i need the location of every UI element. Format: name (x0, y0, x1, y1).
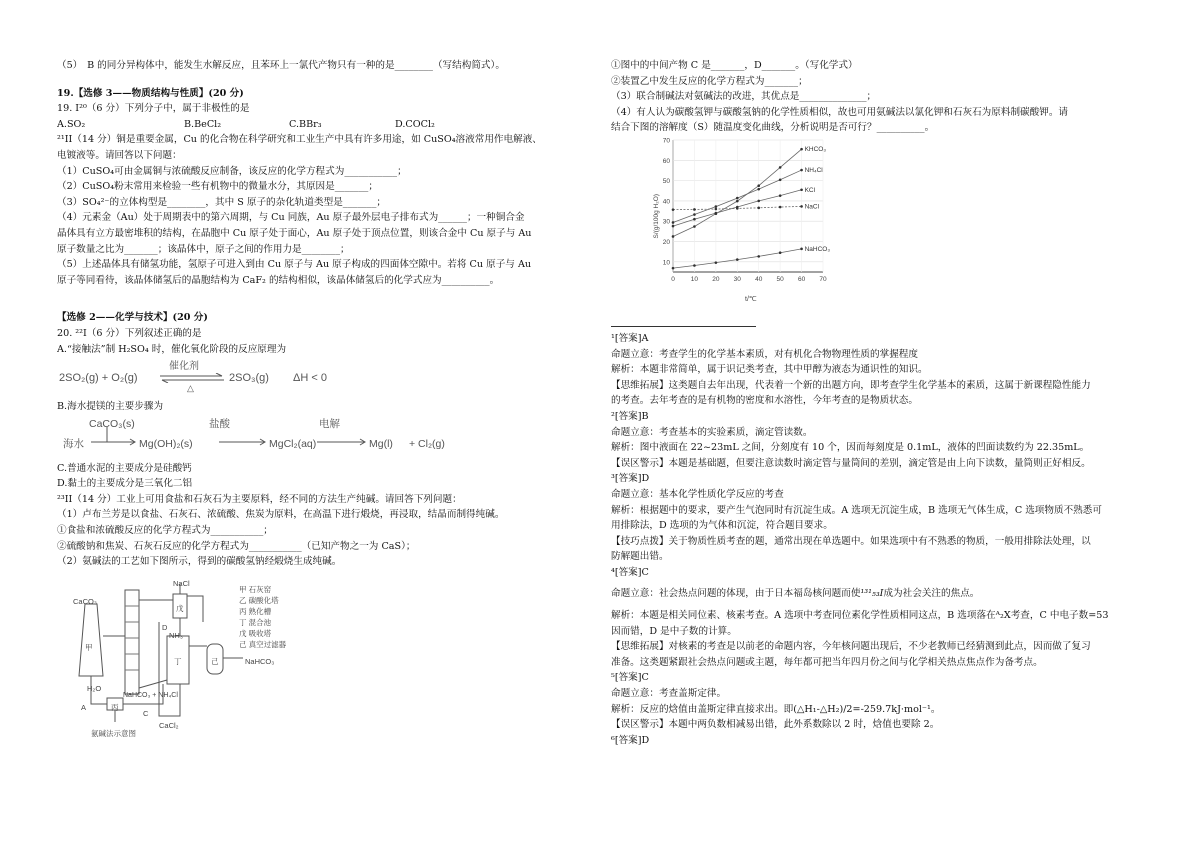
chart-data-point (800, 205, 803, 208)
question-19-options (57, 117, 589, 133)
equation-reactants: 2SO₂(g) + O₂(g) (59, 372, 138, 385)
question-20-2: ²³II（14 分）工业上可用食盐和石灰石为主要原料，经不同的方法生产纯碱。请回答下列问题： (57, 493, 462, 505)
footnote-5-intent: 命题立意：考查盖斯定律。 (611, 688, 727, 700)
chart-data-point (800, 248, 803, 251)
chart-ytick-label: 60 (662, 157, 670, 165)
chart-data-point (779, 206, 782, 209)
flow-reagent-hcl: 盐酸 (209, 417, 230, 430)
label-nacl: NaCl (173, 578, 190, 588)
chart-data-point (736, 258, 739, 261)
footnote-4-intent-text-end: 成为社会关注的焦点。 (883, 588, 980, 600)
chart-data-point (800, 169, 803, 172)
chart-data-point (800, 148, 803, 151)
footnote-6-answer: ⁶[答案]D (611, 734, 650, 746)
question-18-5: （5） B 的同分异构体中，能发生水解反应，且苯环上一氯代产物只有一种的是________（写结构简式）。 (57, 60, 505, 71)
label-mixture: NaHCO₃ + NH₄Cl (123, 691, 178, 699)
question-19-2-4-cont2: 原子数量之比为_______；该晶体中，原子之间的作用力是________； (57, 243, 350, 255)
question-20-2-4-cont: 结合下图的溶解度（S）随温度变化曲线，分析说明是否可行？__________。 (611, 122, 935, 134)
chart-data-point (779, 251, 782, 254)
chart-data-point (693, 264, 696, 267)
footnote-1-extension: 【思维拓展】这类题自去年出现，代表着一个新的出题方向，即考查学生化学基本的素质，这属于新课程隐性能力 (611, 379, 1091, 391)
right-column (611, 58, 1143, 748)
footnote-3-analysis-cont: 用排除法，D 选项的为气体和沉淀，符合题目要求。 (611, 520, 833, 532)
ammonia-soda-diagram (63, 576, 373, 736)
chart-data-point (779, 166, 782, 169)
footnote-5-analysis: 解析：反应的焓值由盖斯定律直接求出。即(△H₁-△H₂)/2=-259.7kJ·mol⁻¹。 (611, 703, 941, 715)
footnote-3-answer: ³[答案]D (611, 473, 650, 485)
chart-data-point (693, 213, 696, 216)
label-filter: 己 (211, 656, 219, 666)
chart-data-point (672, 267, 675, 270)
question-20-option-c: C.普通水泥的主要成分是硅酸钙 (57, 462, 192, 474)
label-nh3: NH₃ (169, 630, 183, 640)
legend-item: 戊 吸收塔 (239, 628, 272, 638)
question-20-2-4: （4）有人认为碳酸氢钾与碳酸氢钠的化学性质相似，故也可用氨碱法以氯化钾和石灰石为原料制碳酸钾。请 (611, 106, 1069, 118)
footnote-3-tip-cont: 防解题出错。 (611, 551, 669, 563)
footnote-2-analysis: 解析：图中液面在 22~23mL 之间，分刻度有 10 个，因而每刻度是 0.1mL，液体的凹面读数约为 22.35mL。 (611, 442, 1090, 454)
footnote-rule (611, 326, 756, 327)
option-d: D.COCl₂ (395, 118, 435, 130)
chart-data-point (715, 261, 718, 264)
label-a: A (81, 702, 87, 712)
chart-data-point (757, 184, 760, 187)
legend-item: 己 真空过滤器 (239, 639, 287, 649)
question-20-2-3: （3）联合制碱法对氨碱法的改进，其优点是______________； (611, 91, 877, 103)
chart-ylabel: S/(g/100g H₂O) (653, 193, 660, 239)
chart-ytick-label: 10 (662, 259, 670, 267)
chart-series-label: NaHCO₃ (804, 245, 830, 253)
legend-item: 丁 混合池 (239, 617, 272, 627)
question-19-1: 19. I²⁰（6 分）下列分子中，属于非极性的是 (57, 103, 250, 115)
footnote-5-warning: 【误区警示】本题中两负数相减易出错，此外系数除以 2 时，焓值也要除 2。 (611, 719, 940, 731)
question-20-2-1: （1）卢布兰芳是以食盐、石灰石、浓硫酸、焦炭为原料，在高温下进行煅烧，再浸取，结晶而制得纯碱。 (57, 509, 505, 521)
label-nahco3: NaHCO₃ (245, 656, 275, 666)
chart-xtick-label: 60 (797, 275, 806, 283)
footnote-1-answer: ¹[答案]A (611, 332, 649, 344)
chart-xtick-label: 30 (733, 275, 741, 283)
flow-step-mgoh2: Mg(OH)₂(s) (139, 437, 193, 450)
footnote-1-analysis: 解析：本题非常简单，属于识记类考查，其中甲醇为液态为通识性的知识。 (611, 364, 928, 376)
chart-data-point (715, 208, 718, 211)
option-b: B.BeCl₂ (184, 118, 222, 130)
chart-xtick-label: 10 (690, 275, 699, 283)
chart-data-point (736, 197, 739, 200)
footnote-4-answer: ⁴[答案]C (611, 566, 649, 578)
question-20-option-d: D.黏土的主要成分是三氧化二铝 (57, 478, 193, 490)
footnote-2-answer: ²[答案]B (611, 410, 649, 422)
equation-contact-process (57, 359, 589, 395)
chart-data-point (693, 225, 696, 228)
question-19-2-4-cont: 晶体具有立方最密堆积的结构，在晶胞中 Cu 原子处于面心，Au 原子处于顶点位置，则该合金中 Cu 原子与 Au (57, 227, 532, 239)
question-19-2-2: （2）CuSO₄粉末常用来检验一些有机物中的微量水分，其原因是_______； (57, 181, 378, 193)
flow-seawater-magnesium (57, 417, 589, 457)
flow-step-mgcl2: MgCl₂(aq) (269, 437, 317, 450)
chart-data-point (672, 221, 675, 224)
footnote-1-intent: 命题立意：考查学生的化学基本素质，对有机化合物物理性质的掌握程度 (611, 348, 918, 360)
chart-series-label: NH₄Cl (804, 167, 823, 175)
chart-xtick-label: 20 (712, 275, 720, 283)
footnote-2-intent: 命题立意：考查基本的实验素质，滴定管读数。 (611, 426, 813, 438)
isotope-i131: ¹³¹₅₃I (860, 588, 884, 600)
chart-series-label: NaCl (804, 203, 820, 211)
label-h2o: H₂O (87, 683, 102, 693)
question-20-option-a: A.“接触法”制 H₂SO₄ 时，催化氧化阶段的反应原理为 (57, 343, 287, 355)
chart-ytick-label: 70 (662, 137, 670, 145)
chart-ytick-label: 50 (662, 178, 670, 186)
footnote-4-extension-cont: 准备。这类题紧跟社会热点问题或主题，每年都可把当年四月份之间与化学相关热点焦点作为备考点。 (611, 656, 1043, 668)
footnote-3-tip: 【技巧点拨】关于物质性质考查的题，通常出现在单选题中。如果选项中有不熟悉的物质，一般用排除法处理，以 (611, 535, 1091, 547)
flow-step-seawater: 海水 (63, 437, 84, 450)
question-20-2-1b: ②硫酸钠和焦炭、石灰石反应的化学方程式为___________（已知产物之一为 CaS）； (57, 540, 416, 552)
footnote-1-extension-cont: 的考查。去年考查的是有机物的密度和水溶性，今年考查的是物质状态。 (611, 395, 918, 407)
footnote-5-answer: ⁵[答案]C (611, 672, 649, 684)
chart-xlabel: t/℃ (745, 295, 757, 303)
chart-series-label: KHCO₃ (804, 146, 827, 154)
question-20-2-2: （2）氨碱法的工艺如下图所示，得到的碳酸氢钠经煅烧生成纯碱。 (57, 556, 342, 568)
label-c: C (143, 708, 149, 718)
flow-step-cl2: + Cl₂(g) (409, 437, 445, 450)
footnote-4-analysis-text-end: 考查，C 中电子数=53 (1010, 610, 1109, 622)
question-19-2-1: （1）CuSO₄可由金属铜与浓硫酸反应制备，该反应的化学方程式为___________； (57, 165, 407, 177)
label-mixing-tank: 丁 (174, 656, 182, 666)
footnote-4-analysis (611, 608, 1143, 624)
footnote-3-intent: 命题立意：基本化学性质化学反应的考查 (611, 488, 784, 500)
option-a: A.SO₂ (57, 118, 86, 130)
footnote-4-analysis-cont: 因而错，D 是中子数的计算。 (611, 625, 737, 637)
section-19-title: 19.【选修 3——物质结构与性质】(20 分) (57, 87, 244, 99)
chart-xtick-label: 40 (755, 275, 763, 283)
equation-enthalpy: ΔH < 0 (293, 372, 327, 385)
chart-xtick-label: 0 (671, 275, 675, 283)
flow-reagent-caco3: CaCO₃(s) (89, 417, 135, 430)
flow-reagent-electrolysis: 电解 (319, 417, 340, 430)
chart-data-point (800, 188, 803, 191)
label-absorber: 戊 (176, 603, 184, 613)
footnote-4-intent-text: 命题立意：社会热点问题的体现，由于日本福岛核问题而使 (611, 588, 861, 600)
chart-ytick-label: 20 (662, 239, 670, 247)
chart-data-point (693, 218, 696, 221)
label-d: D (162, 622, 168, 632)
legend-item: 甲 石灰窑 (239, 584, 272, 594)
question-19-2-intro: ²¹II（14 分）铜是重要金属，Cu 的化合物在科学研究和工业生产中具有许多用途，如 CuSO₄溶液常用作电解液、 (57, 134, 542, 146)
label-slaker: 丙 (111, 702, 119, 712)
chart-data-point (715, 212, 718, 215)
label-kiln: 甲 (85, 642, 93, 652)
question-20-1: 20. ²²I（6 分）下列叙述正确的是 (57, 327, 202, 339)
chart-data-point (757, 206, 760, 209)
label-caco3: CaCO₃ (73, 596, 97, 606)
equation-product: 2SO₃(g) (229, 372, 269, 385)
left-column (57, 58, 589, 742)
question-20-2-2a: ①图中的中间产物 C 是_______，D_______。（写化学式） (611, 60, 858, 71)
chart-data-point (693, 208, 696, 211)
question-19-2-5-cont: 原子等同看待，该晶体储氢后的晶胞结构为 CaF₂ 的结构相似，该晶体储氢后的化学式应为__________。 (57, 274, 500, 286)
question-19-2-3: （3）SO₄²⁻的立体构型是________，其中 S 原子的杂化轨道类型是_______； (57, 196, 386, 208)
diagram-caption: 氨碱法示意图 (91, 728, 136, 738)
chart-xtick-label: 50 (776, 275, 784, 283)
chart-xtick-label: 70 (819, 275, 827, 283)
footnote-4-analysis-text: 解析：本题是相关同位素、核素考查。A 选项中考查同位素化学性质相同这点，B 选项落在 (611, 610, 996, 622)
nuclide-symbol: ᴬ₂X (995, 610, 1011, 622)
question-19-2-intro-cont: 电镀液等。请回答以下问题： (57, 149, 182, 161)
footnote-4-intent (611, 586, 1143, 602)
chart-data-point (757, 255, 760, 258)
chart-data-point (779, 194, 782, 197)
chart-ytick-label: 40 (662, 198, 670, 206)
question-20-option-b: B.海水提镁的主要步骤为 (57, 401, 164, 413)
equation-heat: △ (187, 383, 194, 394)
label-cacl2: CaCl₂ (159, 720, 179, 730)
chart-data-point (736, 200, 739, 203)
flow-step-mg: Mg(l) (369, 437, 393, 450)
section-20-title: 【选修 2——化学与技术】(20 分) (57, 312, 208, 324)
footnote-3-analysis: 解析：根据题中的要求，要产生气泡同时有沉淀生成。A 选项无沉淀生成，B 选项无气体生成，C 选项物质不熟悉可 (611, 504, 1102, 516)
footnote-4-extension: 【思维拓展】对核素的考查是以前老的命题内容，今年核问题出现后，不少老教师已经猜测到此点，因而做了复习 (611, 641, 1091, 653)
chart-data-point (757, 188, 760, 191)
chart-ytick-label: 30 (662, 218, 670, 226)
chart-data-point (672, 235, 675, 238)
chart-data-point (736, 207, 739, 210)
chart-data-point (757, 200, 760, 203)
chart-data-point (715, 205, 718, 208)
question-19-2-5: （5）上述晶体具有储氢功能，氢原子可进入到由 Cu 原子与 Au 原子构成的四面体空隙中。若将 Cu 原子与 Au (57, 259, 532, 271)
question-20-2-1a: ①食盐和浓硫酸反应的化学方程式为___________； (57, 525, 273, 537)
chart-data-point (672, 208, 675, 211)
chart-series-label: KCl (804, 186, 816, 194)
footnote-2-warning: 【误区警示】本题是基础题，但要注意读数时滴定管与量筒间的差别，滴定管是由上向下读数，量筒则正好相反。 (611, 457, 1091, 469)
chart-data-point (672, 225, 675, 228)
solubility-chart-svg (649, 134, 849, 304)
question-20-2-2b: ②装置乙中发生反应的化学方程式为_______； (611, 75, 808, 87)
legend-item: 乙 碳酸化塔 (239, 595, 279, 605)
solubility-chart (649, 134, 849, 304)
chart-data-point (779, 178, 782, 181)
question-19-2-4: （4）元素金（Au）处于周期表中的第六周期，与 Cu 同族，Au 原子最外层电子排布式为______；一种铜合金 (57, 212, 525, 224)
equation-catalyst: 催化剂 (169, 361, 199, 373)
option-c: C.BBr₃ (289, 118, 322, 130)
legend-item: 丙 熟化槽 (239, 606, 272, 616)
flow-arrows-icon (87, 427, 417, 447)
